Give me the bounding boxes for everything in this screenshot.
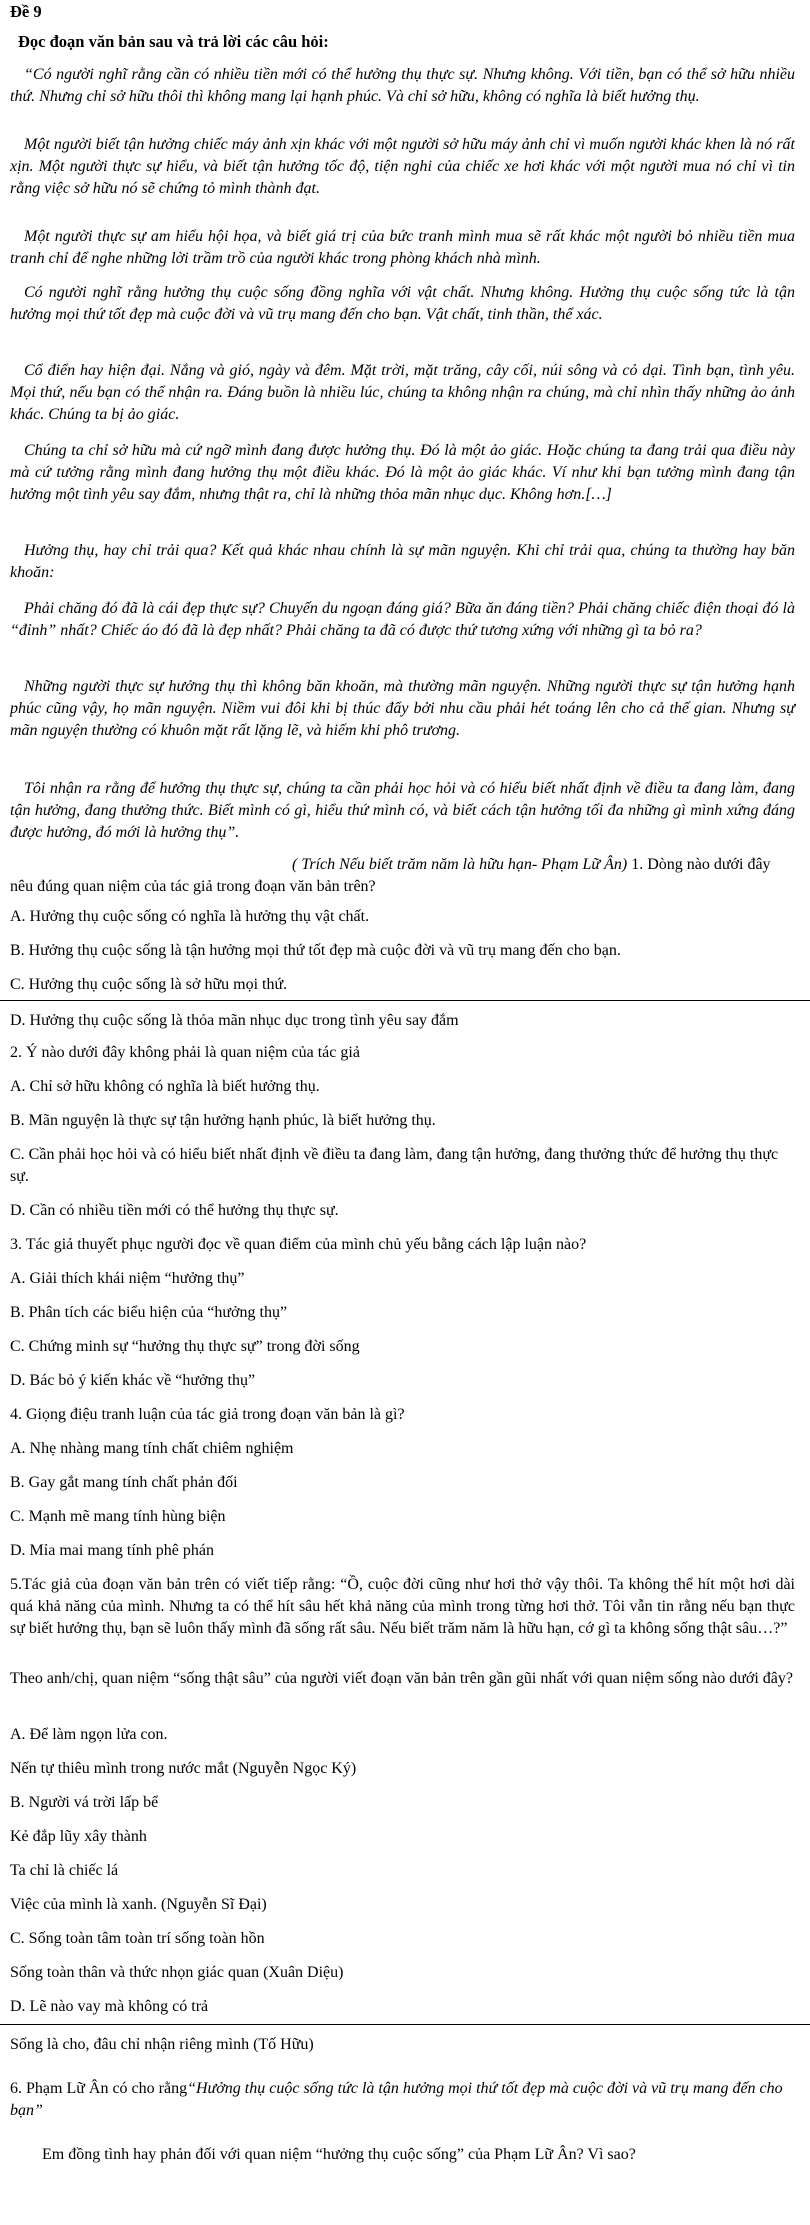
q4-option-a: A. Nhẹ nhàng mang tính chất chiêm nghiệm	[10, 1440, 294, 1457]
q3-option-a: A. Giải thích khái niệm “hưởng thụ”	[10, 1270, 245, 1287]
q5-line-3: B. Người vá trời lấp bể	[10, 1794, 159, 1811]
question-6-prefix: 6. Phạm Lữ Ân có cho rằng	[10, 2080, 188, 2097]
q2-option-b: B. Mãn nguyện là thực sự tận hưởng hạnh phúc, là biết hưởng thụ.	[10, 1112, 436, 1129]
q1-option-d: D. Hưởng thụ cuộc sống là thỏa mãn nhục dục trong tình yêu say đắm	[10, 1012, 459, 1029]
q1-option-b: B. Hưởng thụ cuộc sống là tận hưởng mọi thứ tốt đẹp mà cuộc đời và vũ trụ mang đến cho bạn.	[10, 942, 621, 959]
q2-option-a: A. Chỉ sở hữu không có nghĩa là biết hưởng thụ.	[10, 1078, 320, 1095]
question-6-quote: “Hưởng thụ cuộc sống tức là tận hưởng mọi thứ tốt đẹp mà cuộc đời và vũ trụ mang đến cho bạn”	[10, 2080, 783, 2119]
passage-paragraph-8: Phải chăng đó đã là cái đẹp thực sự? Chuyến du ngoạn đáng giá? Bữa ăn đáng tiền? Phải chăng chiếc điện thoại đó là “đỉnh” nhất? Chiếc áo đó đã là đẹp nhất? Phải chăng ta đã có được thứ tương xứng với những gì ta bỏ ra?	[10, 600, 795, 639]
passage-paragraph-9: Những người thực sự hưởng thụ thì không băn khoăn, mà thường mãn nguyện. Những người thực sự tận hưởng hạnh phúc cũng vậy, họ mãn nguyện. Niềm vui đôi khi bị thúc đẩy bởi nhu cầu phải hét toáng lên cho cả thế gian. Nhưng sự mãn nguyện thường có khuôn mặt rất lặng lẽ, và hiếm khi phô trương.	[10, 678, 795, 739]
passage-paragraph-10: Tôi nhận ra rằng để hưởng thụ thực sự, chúng ta cần phải học hỏi và có hiểu biết nhất định về điều ta đang làm, đang tận hưởng, đang thưởng thức. Biết mình có gì, hiểu thứ mình có, và biết cách tận hưởng tối đa những gì mình xứng đáng được hưởng, đó mới là hưởng thụ”.	[10, 780, 795, 841]
q1-option-a: A. Hưởng thụ cuộc sống có nghĩa là hưởng thụ vật chất.	[10, 908, 370, 925]
question-2-stem: 2. Ý nào dưới đây không phải là quan niệm của tác giả	[10, 1044, 360, 1061]
q2-option-c: C. Cần phải học hỏi và có hiểu biết nhất định về điều ta đang làm, đang tận hưởng, đang thưởng thức để hưởng thụ thực sự.	[10, 1146, 779, 1185]
q5-line-1: A. Để làm ngọn lửa con.	[10, 1726, 168, 1743]
q3-option-c: C. Chứng minh sự “hưởng thụ thực sự” trong đời sống	[10, 1338, 360, 1355]
q5-line-10: Sống là cho, đâu chỉ nhận riêng mình (Tố Hữu)	[10, 2036, 314, 2053]
q5-line-7: C. Sống toàn tâm toàn trí sống toàn hồn	[10, 1930, 265, 1947]
source-citation: ( Trích Nếu biết trăm năm là hữu hạn- Phạm Lữ Ân)	[292, 856, 628, 873]
q4-option-c: C. Mạnh mẽ mang tính hùng biện	[10, 1508, 226, 1525]
q1-option-c: C. Hưởng thụ cuộc sống là sở hữu mọi thứ.	[10, 976, 288, 993]
passage-paragraph-5: Cổ điển hay hiện đại. Nắng và gió, ngày và đêm. Mặt trời, mặt trăng, cây cối, núi sông và cỏ dại. Tình bạn, tình yêu. Mọi thứ, nếu bạn có thể nhận ra. Đáng buồn là nhiều lúc, chúng ta không nhận ra chúng, mà chỉ nhìn thấy những ảo ảnh khác. Chúng ta bị ảo giác.	[10, 362, 795, 423]
passage-paragraph-7: Hưởng thụ, hay chỉ trải qua? Kết quả khác nhau chính là sự mãn nguyện. Khi chỉ trải qua, chúng ta thường hay băn khoăn:	[10, 542, 795, 581]
q5-line-6: Việc của mình là xanh. (Nguyễn Sĩ Đại)	[10, 1896, 267, 1913]
q5-line-4: Kẻ đắp lũy xây thành	[10, 1828, 147, 1845]
q3-option-d: D. Bác bỏ ý kiến khác về “hưởng thụ”	[10, 1372, 256, 1389]
question-6-stem	[10, 2078, 795, 2122]
q5-line-2: Nến tự thiêu mình trong nước mắt (Nguyễn Ngọc Ký)	[10, 1760, 357, 1777]
instruction: Đọc đoạn văn bản sau và trả lời các câu hỏi:	[18, 32, 329, 51]
passage-paragraph-4: Có người nghĩ rằng hưởng thụ cuộc sống đồng nghĩa với vật chất. Nhưng không. Hưởng thụ cuộc sống tức là tận hưởng mọi thứ tốt đẹp mà cuộc đời và vũ trụ mang đến cho bạn. Vật chất, tinh thần, thể xác.	[10, 284, 795, 323]
question-1-stem	[10, 854, 795, 898]
q5-line-5: Ta chỉ là chiếc lá	[10, 1862, 119, 1879]
question-3-stem: 3. Tác giả thuyết phục người đọc về quan điểm của mình chủ yếu bằng cách lập luận nào?	[10, 1236, 587, 1253]
passage-paragraph-2: Một người biết tận hưởng chiếc máy ảnh xịn khác với một người sở hữu máy ảnh chỉ vì muốn người khác khen là nó rất xịn. Một người thực sự hiểu, và biết tận hưởng tốc độ, tiện nghi của chiếc xe hơi khác với một người mua nó chỉ vì tin rằng việc sở hữu nó sẽ chứng tỏ mình thành đạt.	[10, 136, 795, 197]
exam-heading: Đề 9	[10, 2, 42, 21]
q5-line-8: Sống toàn thân và thức nhọn giác quan (Xuân Diệu)	[10, 1964, 344, 1981]
q2-option-d: D. Cần có nhiều tiền mới có thể hưởng thụ thực sự.	[10, 1202, 339, 1219]
passage-paragraph-6: Chúng ta chỉ sở hữu mà cứ ngỡ mình đang được hưởng thụ. Đó là một ảo giác. Hoặc chúng ta đang trải qua điều này mà cứ tưởng rằng mình đang hưởng thụ một điều khác. Đó là một ảo giác khác. Ví như khi bạn tưởng mình đang tận hưởng một tình yêu say đắm, nhưng thật ra, chỉ là những thỏa mãn nhục dục. Không hơn.[…]	[10, 442, 795, 503]
divider	[0, 2024, 810, 2025]
q3-option-b: B. Phân tích các biểu hiện của “hưởng thụ”	[10, 1304, 288, 1321]
question-5-prompt: Theo anh/chị, quan niệm “sống thật sâu” của người viết đoạn văn bản trên gần gũi nhất với quan niệm sống nào dưới đây?	[10, 1670, 793, 1687]
question-6-question: Em đồng tình hay phản đối với quan niệm “hưởng thụ cuộc sống” của Phạm Lữ Ân? Vì sao?	[42, 2146, 636, 2163]
question-1-text: 1. Dòng nào dưới đây nêu đúng quan niệm của tác giả trong đoạn văn bản trên?	[10, 856, 771, 895]
passage-paragraph-3: Một người thực sự am hiểu hội họa, và biết giá trị của bức tranh mình mua sẽ rất khác một người bỏ nhiều tiền mua tranh chỉ để nghe những lời trầm trồ của người khác trong phòng khách nhà mình.	[10, 228, 795, 267]
passage-paragraph-1: “Có người nghĩ rằng cần có nhiều tiền mới có thể hưởng thụ thực sự. Nhưng không. Với tiền, bạn có thể sở hữu nhiều thứ. Nhưng chỉ sở hữu thôi thì không mang lại hạnh phúc. Và chỉ sở hữu, không có nghĩa là biết hưởng thụ.	[10, 66, 795, 105]
divider	[0, 1000, 810, 1001]
q4-option-b: B. Gay gắt mang tính chất phản đối	[10, 1474, 238, 1491]
question-5-stem: 5.Tác giả của đoạn văn bản trên có viết tiếp rằng: “Ồ, cuộc đời cũng như hơi thở vậy thôi. Ta không thể hít một hơi dài quá khả năng của mình. Nhưng ta có thể hít sâu hết khả năng của mình trong từng hơi thở. Tôi vẫn tin rằng nếu bạn thực sự biết hưởng thụ, bạn sẽ luôn thấy mình đã sống rất sâu. Nếu biết trăm năm là hữu hạn, cớ gì ta không sống thật sâu…?”	[10, 1576, 795, 1637]
question-4-stem: 4. Giọng điệu tranh luận của tác giả trong đoạn văn bản là gì?	[10, 1406, 405, 1423]
q4-option-d: D. Mỉa mai mang tính phê phán	[10, 1542, 214, 1559]
q5-line-9: D. Lẽ nào vay mà không có trả	[10, 1998, 209, 2015]
